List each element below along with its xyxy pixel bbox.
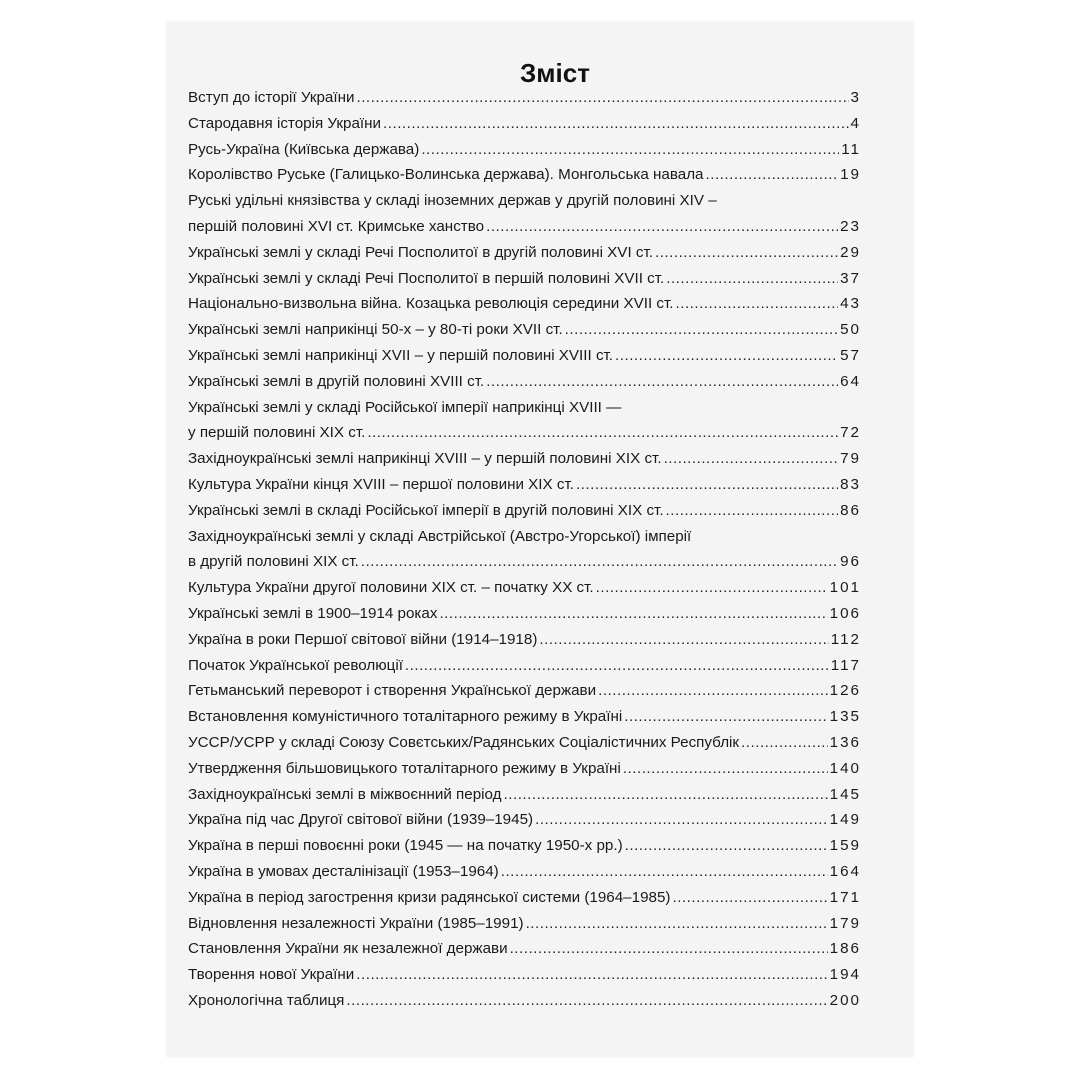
toc-entry-line bbox=[188, 782, 859, 808]
toc-page-number: 145 bbox=[829, 785, 861, 803]
dot-leader bbox=[356, 85, 848, 111]
toc-page-number: 64 bbox=[840, 372, 861, 390]
toc-entry bbox=[188, 756, 859, 782]
toc-page-number: 79 bbox=[840, 450, 861, 468]
toc-entry-title: Україна в перші повоєнні роки (1945 — на початку 1950-х рр.) bbox=[188, 837, 623, 855]
toc-entry bbox=[188, 446, 859, 472]
dot-leader bbox=[535, 807, 828, 833]
toc-page-number: 159 bbox=[829, 837, 861, 855]
toc-entry-title: Українські землі у складі Речі Посполитої в першій половині XVII ст. bbox=[188, 269, 665, 287]
toc-entry-title: Вступ до історії України bbox=[188, 89, 355, 106]
dot-leader bbox=[346, 988, 827, 1014]
toc-entry-title: Україна в умовах десталінізації (1953–1964) bbox=[188, 862, 499, 880]
toc-entry-line bbox=[188, 575, 859, 601]
toc-entry-line bbox=[188, 343, 859, 369]
toc-entry bbox=[188, 807, 859, 833]
toc-entry bbox=[188, 653, 859, 679]
toc-page-number: 3 bbox=[850, 89, 861, 106]
toc-entry-title: Українські землі у складі Речі Посполитої в другій половині XVI ст. bbox=[188, 243, 653, 261]
toc-entry-title: Національно-визвольна війна. Козацька революція середини XVII ст. bbox=[188, 295, 674, 313]
dot-leader bbox=[405, 653, 829, 679]
toc-entry-line bbox=[188, 833, 859, 859]
toc-entry-title: першій половині XVI ст. Кримське ханство bbox=[188, 217, 485, 235]
toc-entry bbox=[188, 291, 859, 317]
toc-entry-title: Культура України кінця XVIII – першої половини XIX ст. bbox=[188, 475, 574, 493]
toc-entry-line bbox=[188, 885, 859, 911]
toc-entry-title-line: Західноукраїнські землі у складі Австрійської (Австро-Угорської) імперії bbox=[188, 527, 692, 545]
toc-entry bbox=[188, 137, 859, 163]
toc-entry-line bbox=[188, 756, 859, 782]
toc-entry-line bbox=[188, 85, 859, 111]
toc-page-number: 19 bbox=[840, 166, 861, 184]
table-of-contents bbox=[188, 85, 859, 1014]
toc-entry-title: УССР/УСРР у складі Союзу Совєтських/Радянських Соціалістичних Республік bbox=[188, 733, 740, 751]
toc-entry bbox=[188, 782, 859, 808]
dot-leader bbox=[706, 162, 839, 188]
toc-entry bbox=[188, 472, 859, 498]
toc-page-number: 96 bbox=[840, 553, 861, 571]
dot-leader bbox=[666, 498, 839, 524]
toc-entry bbox=[188, 962, 859, 988]
toc-entry-title: Гетьманський переворот і створення Української держави bbox=[188, 682, 597, 700]
dot-leader bbox=[367, 420, 838, 446]
dot-leader bbox=[596, 575, 828, 601]
toc-entry-title: Королівство Руське (Галицько-Волинська держава). Монгольська навала bbox=[188, 166, 704, 184]
toc-page-number: 117 bbox=[830, 656, 861, 674]
toc-page-number: 140 bbox=[829, 759, 861, 777]
toc-entry bbox=[188, 524, 859, 576]
toc-entry-line bbox=[188, 678, 859, 704]
toc-entry-title: Стародавня історія України bbox=[188, 114, 382, 132]
toc-entry bbox=[188, 111, 859, 137]
dot-leader bbox=[666, 266, 838, 292]
dot-leader bbox=[486, 369, 838, 395]
dot-leader bbox=[664, 446, 839, 472]
toc-entry bbox=[188, 498, 859, 524]
toc-page-number: 86 bbox=[840, 501, 861, 519]
toc-entry-line bbox=[188, 498, 859, 524]
toc-page-number: 29 bbox=[840, 243, 861, 261]
dot-leader bbox=[623, 756, 828, 782]
toc-entry-line bbox=[188, 859, 859, 885]
toc-entry bbox=[188, 859, 859, 885]
toc-page-number: 50 bbox=[840, 321, 861, 339]
toc-entry-title: в другій половині XIX ст. bbox=[188, 553, 359, 571]
dot-leader bbox=[539, 627, 828, 653]
toc-page-number: 186 bbox=[829, 940, 861, 958]
toc-entry-title: Утвердження більшовицького тоталітарного режиму в Україні bbox=[188, 759, 621, 777]
toc-entry-title: Початок Української революції bbox=[188, 656, 403, 674]
toc-page-number: 179 bbox=[829, 914, 861, 932]
toc-page-number: 136 bbox=[829, 733, 861, 751]
toc-entry-title: Україна в період загострення кризи радянської системи (1964–1985) bbox=[188, 888, 671, 906]
toc-entry-title-line: Руські удільні князівства у складі іноземних держав у другій половині XIV – bbox=[188, 192, 717, 210]
toc-entry bbox=[188, 575, 859, 601]
dot-leader bbox=[510, 936, 828, 962]
toc-entry bbox=[188, 85, 859, 111]
toc-page-number: 112 bbox=[830, 630, 861, 648]
toc-entry-title-line: Українські землі у складі Російської імперії наприкінці XVIII — bbox=[188, 398, 622, 416]
toc-page-number: 37 bbox=[840, 269, 861, 287]
toc-entry-line bbox=[188, 988, 859, 1014]
toc-entry-line bbox=[188, 266, 859, 292]
toc-entry-line bbox=[188, 446, 859, 472]
toc-entry-title: Українські землі наприкінці 50-х – у 80-ті роки XVII ст. bbox=[188, 321, 563, 339]
dot-leader bbox=[598, 678, 828, 704]
toc-entry-title: Українські землі наприкінці XVII – у першій половині XVIII ст. bbox=[188, 346, 614, 364]
toc-entry-title: Відновлення незалежності України (1985–1991) bbox=[188, 914, 524, 932]
toc-entry-line bbox=[188, 214, 859, 240]
toc-entry-line bbox=[188, 317, 859, 343]
toc-entry-line bbox=[188, 420, 859, 446]
toc-entry-title: Культура України другої половини XIX ст. – початку XX ст. bbox=[188, 579, 594, 597]
toc-entry bbox=[188, 678, 859, 704]
toc-entry bbox=[188, 317, 859, 343]
toc-entry-line bbox=[188, 240, 859, 266]
toc-entry-title: Становлення України як незалежної держави bbox=[188, 940, 508, 958]
toc-page-number: 171 bbox=[829, 888, 861, 906]
toc-entry-line bbox=[188, 111, 859, 137]
dot-leader bbox=[624, 704, 827, 730]
dot-leader bbox=[655, 240, 838, 266]
dot-leader bbox=[625, 833, 828, 859]
toc-entry-title: Західноукраїнські землі в міжвоєнний період bbox=[188, 785, 502, 803]
toc-entry bbox=[188, 704, 859, 730]
toc-entry-line bbox=[188, 911, 859, 937]
toc-entry-title: Україна під час Другої світової війни (1939–1945) bbox=[188, 811, 534, 829]
toc-page-number: 200 bbox=[829, 991, 861, 1009]
toc-entry bbox=[188, 343, 859, 369]
toc-entry bbox=[188, 601, 859, 627]
toc-entry-line bbox=[188, 137, 859, 163]
toc-entry-title: Україна в роки Першої світової війни (1914–1918) bbox=[188, 630, 538, 648]
toc-entry-title: Хронологічна таблиця bbox=[188, 991, 345, 1009]
dot-leader bbox=[576, 472, 838, 498]
dot-leader bbox=[439, 601, 827, 627]
toc-entry-line bbox=[188, 653, 859, 679]
toc-entry bbox=[188, 266, 859, 292]
toc-entry-line bbox=[188, 291, 859, 317]
dot-leader bbox=[526, 911, 828, 937]
toc-entry bbox=[188, 885, 859, 911]
toc-entry-title: Творення нової України bbox=[188, 966, 355, 984]
toc-entry bbox=[188, 369, 859, 395]
toc-entry-title: Українські землі в 1900–1914 роках bbox=[188, 604, 438, 622]
toc-entry-line bbox=[188, 730, 859, 756]
toc-page-number: 106 bbox=[829, 604, 861, 622]
toc-entry bbox=[188, 627, 859, 653]
toc-page-number: 126 bbox=[829, 682, 861, 700]
dot-leader bbox=[672, 885, 827, 911]
dot-leader bbox=[421, 137, 839, 163]
toc-entry-line bbox=[188, 807, 859, 833]
toc-page-number: 4 bbox=[850, 114, 861, 132]
toc-entry-line bbox=[188, 627, 859, 653]
toc-entry bbox=[188, 833, 859, 859]
toc-entry-title: у першій половині XIX ст. bbox=[188, 424, 366, 442]
toc-page-number: 43 bbox=[840, 295, 861, 313]
toc-entry-title: Встановлення комуністичного тоталітарного режиму в Україні bbox=[188, 708, 623, 726]
toc-entry-line bbox=[188, 472, 859, 498]
toc-entry-title: Західноукраїнські землі наприкінці XVIII – у першій половині XIX ст. bbox=[188, 450, 662, 468]
dot-leader bbox=[501, 859, 828, 885]
dot-leader bbox=[383, 111, 849, 137]
toc-entry-line bbox=[188, 549, 859, 575]
toc-entry bbox=[188, 188, 859, 240]
toc-page-number: 149 bbox=[829, 811, 861, 829]
dot-leader bbox=[486, 214, 838, 240]
toc-entry-line bbox=[188, 962, 859, 988]
toc-page-number: 11 bbox=[841, 140, 861, 158]
toc-entry bbox=[188, 162, 859, 188]
toc-entry bbox=[188, 730, 859, 756]
toc-page-number: 72 bbox=[840, 424, 861, 442]
dot-leader bbox=[741, 730, 828, 756]
dot-leader bbox=[361, 549, 838, 575]
toc-page-number: 135 bbox=[829, 708, 861, 726]
toc-entry-line bbox=[188, 162, 859, 188]
toc-page-number: 23 bbox=[840, 217, 861, 235]
dot-leader bbox=[615, 343, 838, 369]
toc-entry bbox=[188, 936, 859, 962]
page-title: Зміст bbox=[520, 58, 590, 88]
toc-entry-line bbox=[188, 704, 859, 730]
dot-leader bbox=[676, 291, 839, 317]
toc-entry-line bbox=[188, 936, 859, 962]
toc-entry bbox=[188, 988, 859, 1014]
toc-entry-line bbox=[188, 369, 859, 395]
toc-entry-title: Українські землі в другій половині XVIII ст. bbox=[188, 372, 485, 390]
toc-page-number: 164 bbox=[829, 862, 861, 880]
toc-page-number: 101 bbox=[829, 579, 861, 597]
toc-entry bbox=[188, 395, 859, 447]
dot-leader bbox=[356, 962, 827, 988]
book-page bbox=[167, 22, 913, 1057]
toc-entry bbox=[188, 240, 859, 266]
toc-page-number: 83 bbox=[840, 475, 861, 493]
toc-entry-line bbox=[188, 601, 859, 627]
dot-leader bbox=[565, 317, 838, 343]
toc-entry-title: Українські землі в складі Російської імперії в другій половині XIX ст. bbox=[188, 501, 664, 519]
dot-leader bbox=[504, 782, 828, 808]
toc-page-number: 194 bbox=[829, 966, 861, 984]
toc-entry-title: Русь-Україна (Київська держава) bbox=[188, 140, 420, 158]
toc-entry bbox=[188, 911, 859, 937]
toc-page-number: 57 bbox=[840, 346, 861, 364]
